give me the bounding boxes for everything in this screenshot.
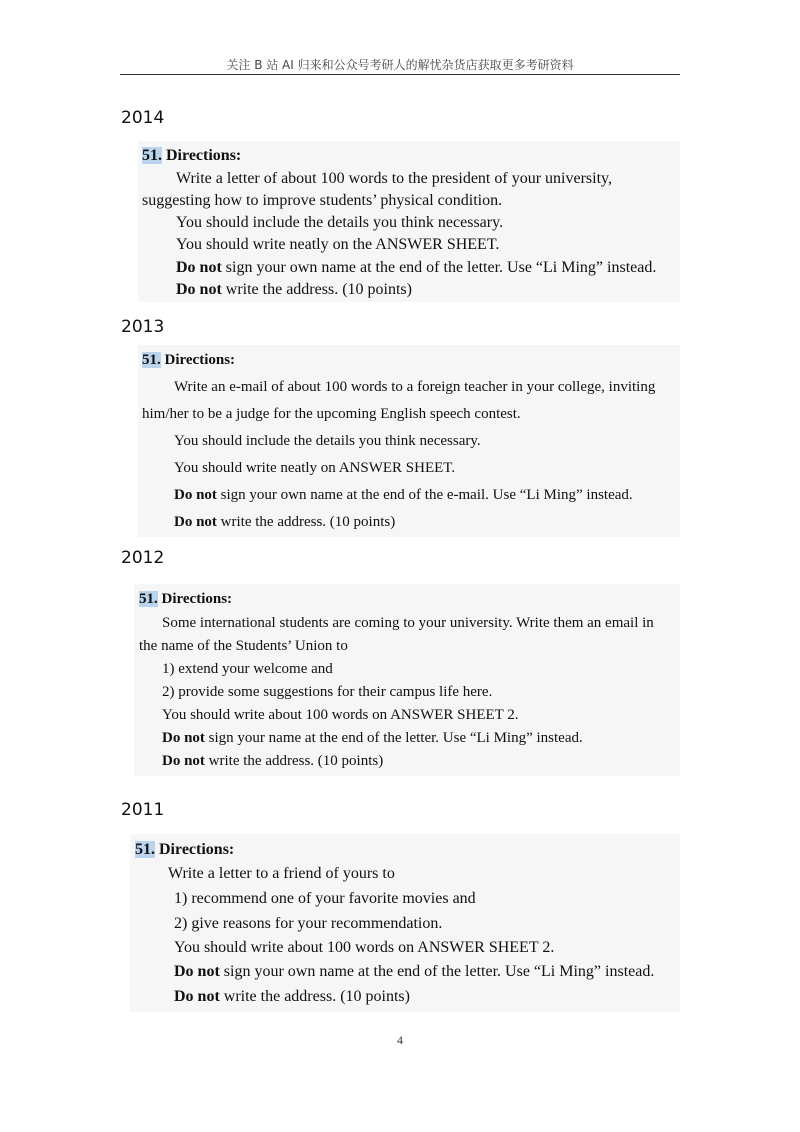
year-label-2012: 2012: [121, 548, 165, 568]
directions-heading: [142, 147, 241, 165]
directions-line: Write a letter to a friend of yours to: [168, 865, 395, 882]
directions-line: You should write neatly on the ANSWER SHEET.: [176, 236, 500, 253]
do-not-label: Do not: [162, 753, 205, 769]
directions-line: Do not sign your own name at the end of the e-mail. Use “Li Ming” instead.: [174, 487, 633, 503]
do-not-label: Do not: [162, 730, 205, 746]
do-not-label: Do not: [174, 487, 217, 503]
directions-line: 1) recommend one of your favorite movies and: [174, 890, 476, 907]
directions-line: Do not sign your own name at the end of the letter. Use “Li Ming” instead.: [174, 963, 655, 980]
directions-line: You should include the details you think necessary.: [176, 214, 504, 231]
directions-block-2011: [130, 834, 680, 1012]
directions-line: Some international students are coming to your university. Write them an email in: [162, 615, 654, 631]
directions-block-2014: [138, 141, 680, 302]
page-number: 4: [397, 1033, 403, 1047]
do-not-label: Do not: [176, 281, 222, 298]
directions-title: Directions:: [159, 841, 235, 858]
directions-line: You should include the details you think necessary.: [174, 433, 481, 449]
directions-line: Do not sign your name at the end of the letter. Use “Li Ming” instead.: [162, 730, 583, 746]
year-label-2013: 2013: [121, 317, 165, 337]
directions-line: You should write about 100 words on ANSWER SHEET 2.: [174, 939, 555, 956]
directions-title: Directions:: [164, 352, 236, 368]
directions-line: You should write neatly on ANSWER SHEET.: [174, 460, 456, 476]
directions-line: 2) give reasons for your recommendation.: [174, 915, 443, 932]
year-label-2011: 2011: [121, 800, 165, 820]
directions-line: Do not sign your own name at the end of the letter. Use “Li Ming” instead.: [176, 259, 657, 276]
directions-line: You should write about 100 words on ANSWER SHEET 2.: [162, 707, 519, 723]
question-number: 51.: [142, 147, 162, 164]
directions-heading: [135, 841, 234, 859]
year-label-2014: 2014: [121, 108, 165, 128]
directions-block-2013: [138, 345, 680, 537]
directions-line: Do not write the address. (10 points): [174, 988, 410, 1005]
directions-block-2012: [134, 584, 680, 776]
do-not-label: Do not: [176, 259, 222, 276]
directions-line: Do not write the address. (10 points): [176, 281, 412, 298]
page-header: 关注 B 站 AI 归来和公众号考研人的解忧杂货店获取更多考研资料: [226, 58, 574, 72]
directions-heading: [142, 352, 235, 369]
do-not-label: Do not: [174, 514, 217, 530]
directions-line: Write a letter of about 100 words to the president of your university,: [176, 170, 612, 187]
question-number: 51.: [142, 352, 161, 368]
directions-title: Directions:: [166, 147, 242, 164]
directions-title: Directions:: [161, 591, 233, 607]
header-rule: [120, 74, 680, 75]
directions-line: Do not write the address. (10 points): [162, 753, 384, 769]
directions-line: 1) extend your welcome and: [162, 661, 333, 677]
question-number: 51.: [135, 841, 155, 858]
directions-line: the name of the Students’ Union to: [139, 638, 348, 654]
directions-line: Write an e-mail of about 100 words to a foreign teacher in your college, inviting: [174, 379, 656, 395]
directions-line: suggesting how to improve students’ physical condition.: [142, 192, 503, 209]
do-not-label: Do not: [174, 963, 220, 980]
directions-line: 2) provide some suggestions for their campus life here.: [162, 684, 493, 700]
do-not-label: Do not: [174, 988, 220, 1005]
directions-line: Do not write the address. (10 points): [174, 514, 396, 530]
question-number: 51.: [139, 591, 158, 607]
directions-line: him/her to be a judge for the upcoming English speech contest.: [142, 406, 521, 422]
directions-heading: [139, 591, 232, 608]
